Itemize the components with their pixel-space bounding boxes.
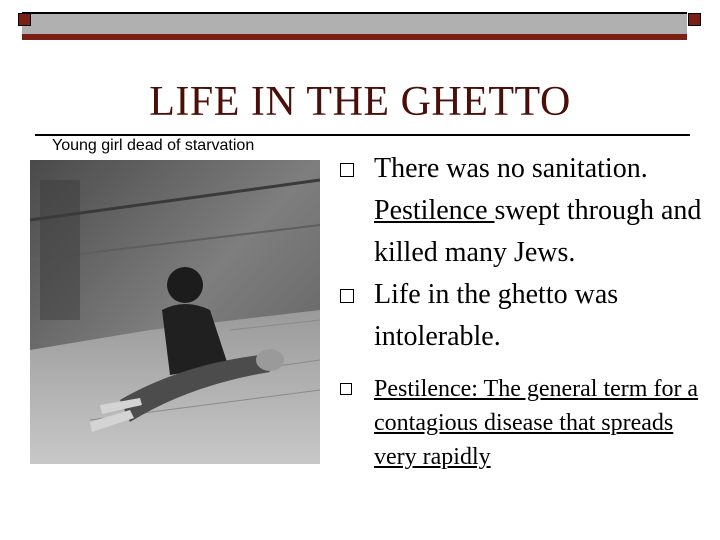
- list-item: [340, 372, 710, 474]
- pestilence-link[interactable]: Pestilence: [374, 195, 495, 226]
- slide-title: LIFE IN THE GHETTO: [149, 79, 571, 125]
- list-item: [340, 148, 710, 274]
- hollow-square-icon: [340, 289, 354, 303]
- list-item: [340, 274, 710, 358]
- ghetto-photo: [30, 160, 320, 464]
- hollow-square-icon: [340, 163, 354, 177]
- bullet-text: There was no sanitation.: [374, 153, 648, 184]
- bullet-text: Life in the ghetto was intolerable.: [374, 279, 619, 352]
- photo-caption: Young girl dead of starvation: [52, 137, 255, 154]
- definition-link[interactable]: Pestilence: The general term for a contagious disease that spreads very rapidly: [374, 376, 699, 470]
- hollow-square-icon: [340, 383, 352, 395]
- header-square-left: [18, 13, 31, 26]
- bullet-list: [340, 148, 710, 474]
- bullet-text-cont: swept through and killed many Jews.: [374, 195, 702, 268]
- header-bar: [22, 12, 687, 40]
- title-divider: [35, 134, 690, 136]
- header-square-right: [688, 13, 701, 26]
